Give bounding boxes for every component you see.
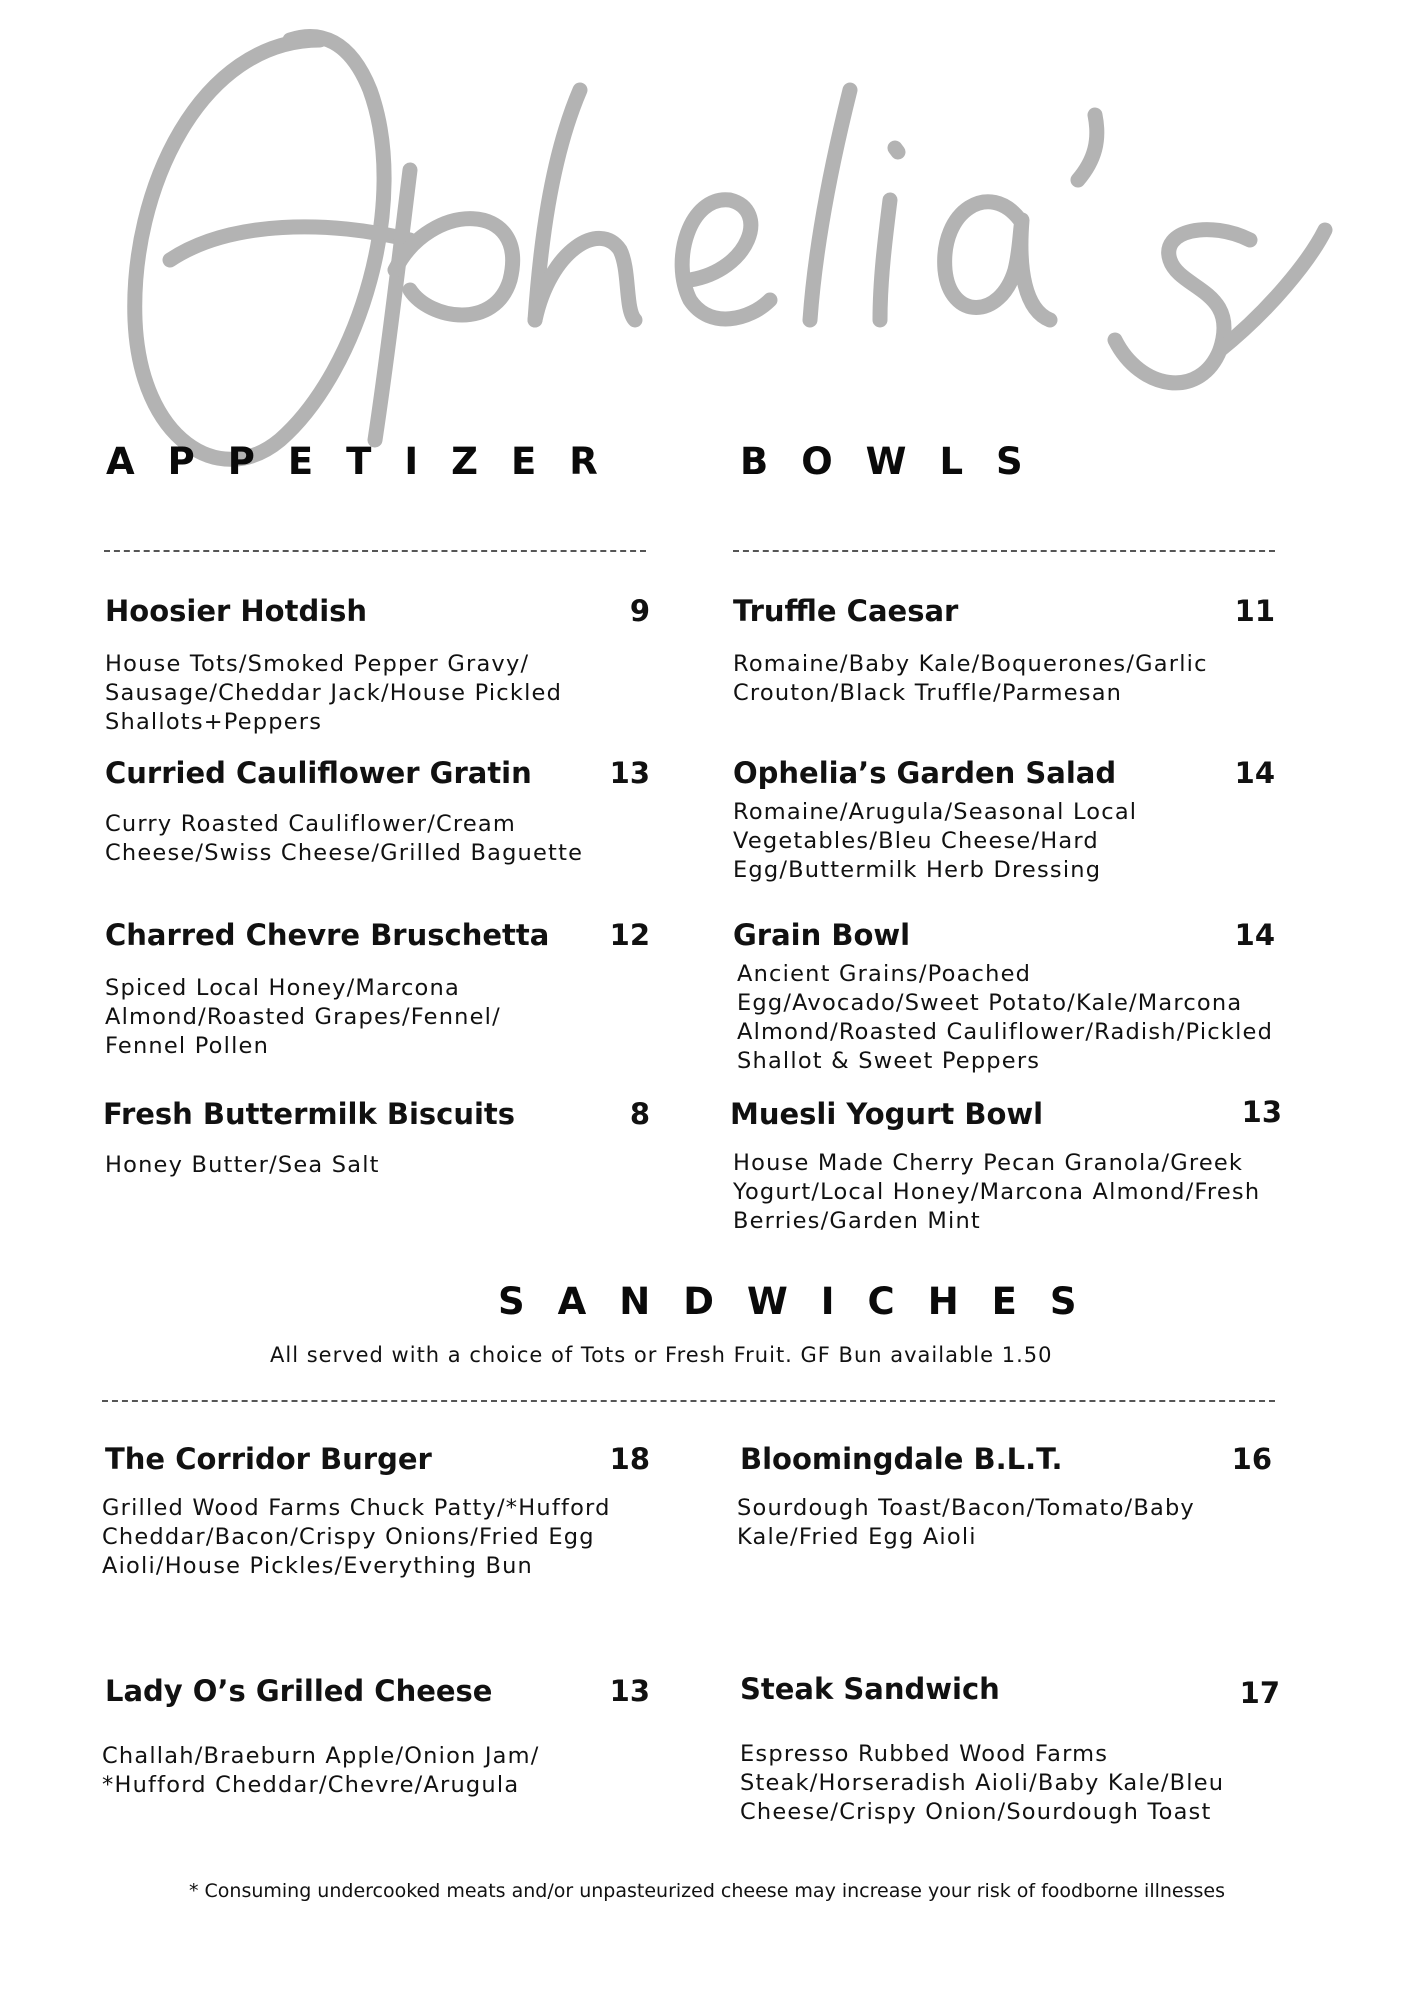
item-description: Espresso Rubbed Wood Farms Steak/Horseradish Aioli/Baby Kale/Bleu Cheese/Crispy Onion/Sourdough Toast bbox=[740, 1741, 1225, 1825]
menu-item-appetizer bbox=[105, 594, 650, 744]
item-price: 17 bbox=[1239, 1676, 1280, 1710]
item-description: House Made Cherry Pecan Granola/Greek Yogurt/Local Honey/Marcona Almond/Fresh Berries/Garden Mint bbox=[733, 1150, 1261, 1234]
item-description: Challah/Braeburn Apple/Onion Jam/ *Hufford Cheddar/Chevre/Arugula bbox=[102, 1743, 540, 1798]
item-name: Hoosier Hotdish bbox=[105, 594, 368, 628]
item-price: 18 bbox=[609, 1442, 650, 1476]
section-title-appetizer: APPETIZER bbox=[106, 440, 631, 483]
item-description: Honey Butter/Sea Salt bbox=[105, 1152, 380, 1178]
divider-sandwiches bbox=[102, 1400, 1275, 1402]
allergy-footnote: * Consuming undercooked meats and/or unpasteurized cheese may increase your risk of foodborne illnesses bbox=[188, 1880, 1226, 1902]
item-price: 13 bbox=[609, 1674, 650, 1708]
item-name: Lady O’s Grilled Cheese bbox=[105, 1674, 493, 1708]
item-name: Bloomingdale B.L.T. bbox=[740, 1442, 1063, 1476]
item-price: 13 bbox=[1241, 1095, 1282, 1129]
brand-logo bbox=[110, 20, 1340, 490]
menu-item-bowl bbox=[733, 594, 1275, 724]
item-description: House Tots/Smoked Pepper Gravy/ Sausage/Cheddar Jack/House Pickled Shallots+Peppers bbox=[105, 651, 563, 735]
item-price: 9 bbox=[629, 594, 650, 628]
menu-item-sandwich bbox=[102, 1674, 650, 1804]
item-price: 8 bbox=[629, 1097, 650, 1131]
item-description: Spiced Local Honey/Marcona Almond/Roasted Grapes/Fennel/ Fennel Pollen bbox=[105, 975, 501, 1059]
item-description: Curry Roasted Cauliflower/Cream Cheese/Swiss Cheese/Grilled Baguette bbox=[105, 811, 584, 866]
brand-logo-script bbox=[110, 20, 1340, 490]
item-price: 12 bbox=[609, 918, 650, 952]
divider-appetizer bbox=[104, 550, 646, 552]
item-description: Romaine/Baby Kale/Boquerones/Garlic Crouton/Black Truffle/Parmesan bbox=[733, 651, 1208, 706]
item-description: Sourdough Toast/Bacon/Tomato/Baby Kale/Fried Egg Aioli bbox=[737, 1495, 1195, 1550]
menu-item-sandwich bbox=[102, 1442, 650, 1592]
sandwiches-note: All served with a choice of Tots or Fresh Fruit. GF Bun available 1.50 bbox=[270, 1343, 1053, 1367]
menu-item-appetizer bbox=[105, 918, 650, 1068]
item-name: Steak Sandwich bbox=[740, 1672, 1000, 1706]
section-title-sandwiches: SANDWICHES bbox=[498, 1280, 1110, 1323]
item-description: Ancient Grains/Poached Egg/Avocado/Sweet Potato/Kale/Marcona Almond/Roasted Cauliflower/Radish/Pickled Shallot & Sweet Peppers bbox=[737, 961, 1274, 1074]
item-name: The Corridor Burger bbox=[105, 1442, 432, 1476]
item-name: Muesli Yogurt Bowl bbox=[730, 1097, 1044, 1131]
menu-item-bowl bbox=[730, 1095, 1282, 1235]
menu-item-bowl bbox=[733, 756, 1275, 906]
menu-item-appetizer bbox=[103, 1097, 650, 1197]
item-price: 13 bbox=[609, 756, 650, 790]
menu-item-sandwich bbox=[740, 1672, 1280, 1832]
item-description: Romaine/Arugula/Seasonal Local Vegetables/Bleu Cheese/Hard Egg/Buttermilk Herb Dressing bbox=[733, 799, 1138, 883]
item-description: Grilled Wood Farms Chuck Patty/*Hufford Cheddar/Bacon/Crispy Onions/Fried Egg Aioli/House Pickles/Everything Bun bbox=[102, 1495, 611, 1579]
menu-item-sandwich bbox=[737, 1442, 1282, 1552]
section-title-bowls: BOWLS bbox=[740, 440, 1056, 483]
divider-bowls bbox=[733, 550, 1275, 552]
item-price: 11 bbox=[1234, 594, 1275, 628]
item-name: Fresh Buttermilk Biscuits bbox=[103, 1097, 516, 1131]
item-price: 16 bbox=[1231, 1442, 1272, 1476]
item-price: 14 bbox=[1234, 756, 1275, 790]
item-name: Ophelia’s Garden Salad bbox=[733, 756, 1117, 790]
item-price: 14 bbox=[1234, 918, 1275, 952]
item-name: Truffle Caesar bbox=[733, 594, 959, 628]
item-name: Grain Bowl bbox=[733, 918, 911, 952]
menu-item-appetizer bbox=[105, 756, 650, 886]
item-name: Curried Cauliflower Gratin bbox=[105, 756, 532, 790]
menu-item-bowl bbox=[733, 918, 1275, 1088]
item-name: Charred Chevre Bruschetta bbox=[105, 918, 550, 952]
